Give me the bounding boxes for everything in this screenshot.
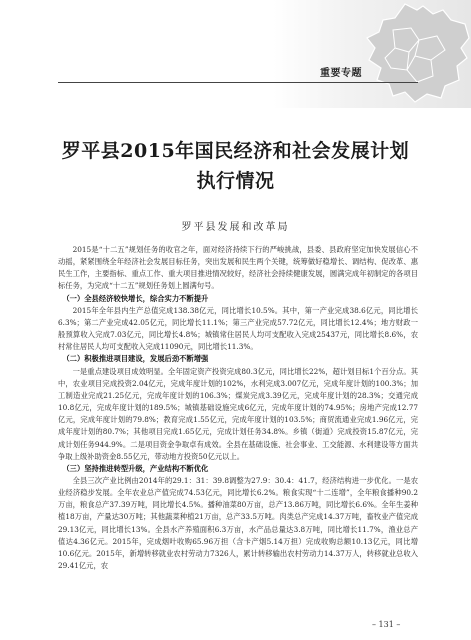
county-map-silhouette <box>353 0 471 104</box>
page-number: – 131 – <box>372 620 401 629</box>
article-body <box>58 244 418 572</box>
section-heading-2: （二）积极推进项目建设，发展后劲不断增强 <box>62 354 209 364</box>
intro-paragraph: 2015是“十二五”规划任务的收官之年，面对经济持续下行的严峻挑战，县委、县政府坚定加快发展信心不动摇，紧紧围绕全年经济社会发展目标任务，突出发展和民生两个关键，统筹做好稳增长、调结构、促改革、惠民生工作，主要指标、重点工作、重大项目推进情况较好，经济社会持续健康发展，圆满完成年初制定的各项目标任务，为完成“十二五”规划任务划上圆满句号。 <box>58 245 418 291</box>
section-tag: 重要专题 <box>320 68 362 79</box>
article-title-line-1: 罗平县2015年国民经济和社会发展计划 <box>61 140 410 162</box>
section-heading-3: （三）坚持推进转型升级，产业结构不断优化 <box>62 463 209 473</box>
section-heading-1: （一）全县经济较快增长，综合实力不断提升 <box>62 293 209 303</box>
body-paragraph: 一是重点建设项目成效明显。全年固定资产投资完成80.3亿元，同比增长22%，超计划目标1个百分点。其中，农业项目完成投资2.04亿元，完成年度计划的102%，水利完成3.007亿元，完成年度计划的100.3%；加工制造业完成21.25亿元，完成年度计划的106.3%；煤炭完成3.39亿元，完成年度计划的28.3%；交通完成10.8亿元，完成年度计划的189.5%；城镇基础设施完成6亿元，完成年度计划的74.95%；房地产完成12.77亿元，完成年度计划的79.8%；教育完成1.55亿元，完成年度计划的103.5%；商贸流通业完成1.96亿元，完成年度计划的80.7%；其他项目完成1.65亿元，完成计划任务34.8%。乡镇（街道）完成投资15.87亿元，完成计划任务944.9%。二是项目资金争取卓有成效。全县在基础设施、社会事业、工交能源、水利建设等方面共争取上级补助资金8.55亿元，带动地方投资50亿元以上。 <box>58 366 418 461</box>
article-title-line-2: 执行情况 <box>196 170 275 192</box>
body-paragraph: 2015年全年县内生产总值完成138.38亿元，同比增长10.5%。其中，第一产业完成38.6亿元，同比增长6.3%；第二产业完成42.05亿元，同比增长11.1%；第三产业完成57.72亿元，同比增长12.4%；地方财政一般预算收入完成7.03亿元，同比增长4.8%；城镇常住居民人均可支配收入完成25437元，同比增长8.6%，农村常住居民人均可支配收入完成11090元，同比增长11.3%。 <box>58 305 418 352</box>
body-paragraph: 全县三次产业比例由2014年的29.1：31：39.8调整为27.9：30.4：41.7，经济结构进一步优化。一是农业经济稳步发展。全年农业总产值完成74.53亿元，同比增长6.2%。粮食实现“十二连增”，全年粮食播种90.2万亩，粮食总产37.39万吨，同比增长4.5%。播种油菜80万亩，总产13.86万吨，同比增长6.6%。全年生姜种植18万亩，产量达30万吨；其他蔬菜种植21万亩，总产33.5万吨。肉类总产完成14.37万吨，畜牧业产值完成29.13亿元，同比增长13%。全县水产养殖面积6.3万亩，水产品总量达3.8万吨，同比增长11.7%，渔业总产值达4.36亿元。2015年，完成烟叶收购65.96万担（含卡产烟5.14万担）完成收购总额10.13亿元，同比增10.6亿元。2015年，新增转移就业农村劳动力7326人，累计转移输出农村劳动力14.37万人，转移就业总收入29.41亿元，农 <box>58 475 418 571</box>
article-author: 罗平县发展和改革局 <box>181 222 290 233</box>
header-rule <box>58 82 418 83</box>
